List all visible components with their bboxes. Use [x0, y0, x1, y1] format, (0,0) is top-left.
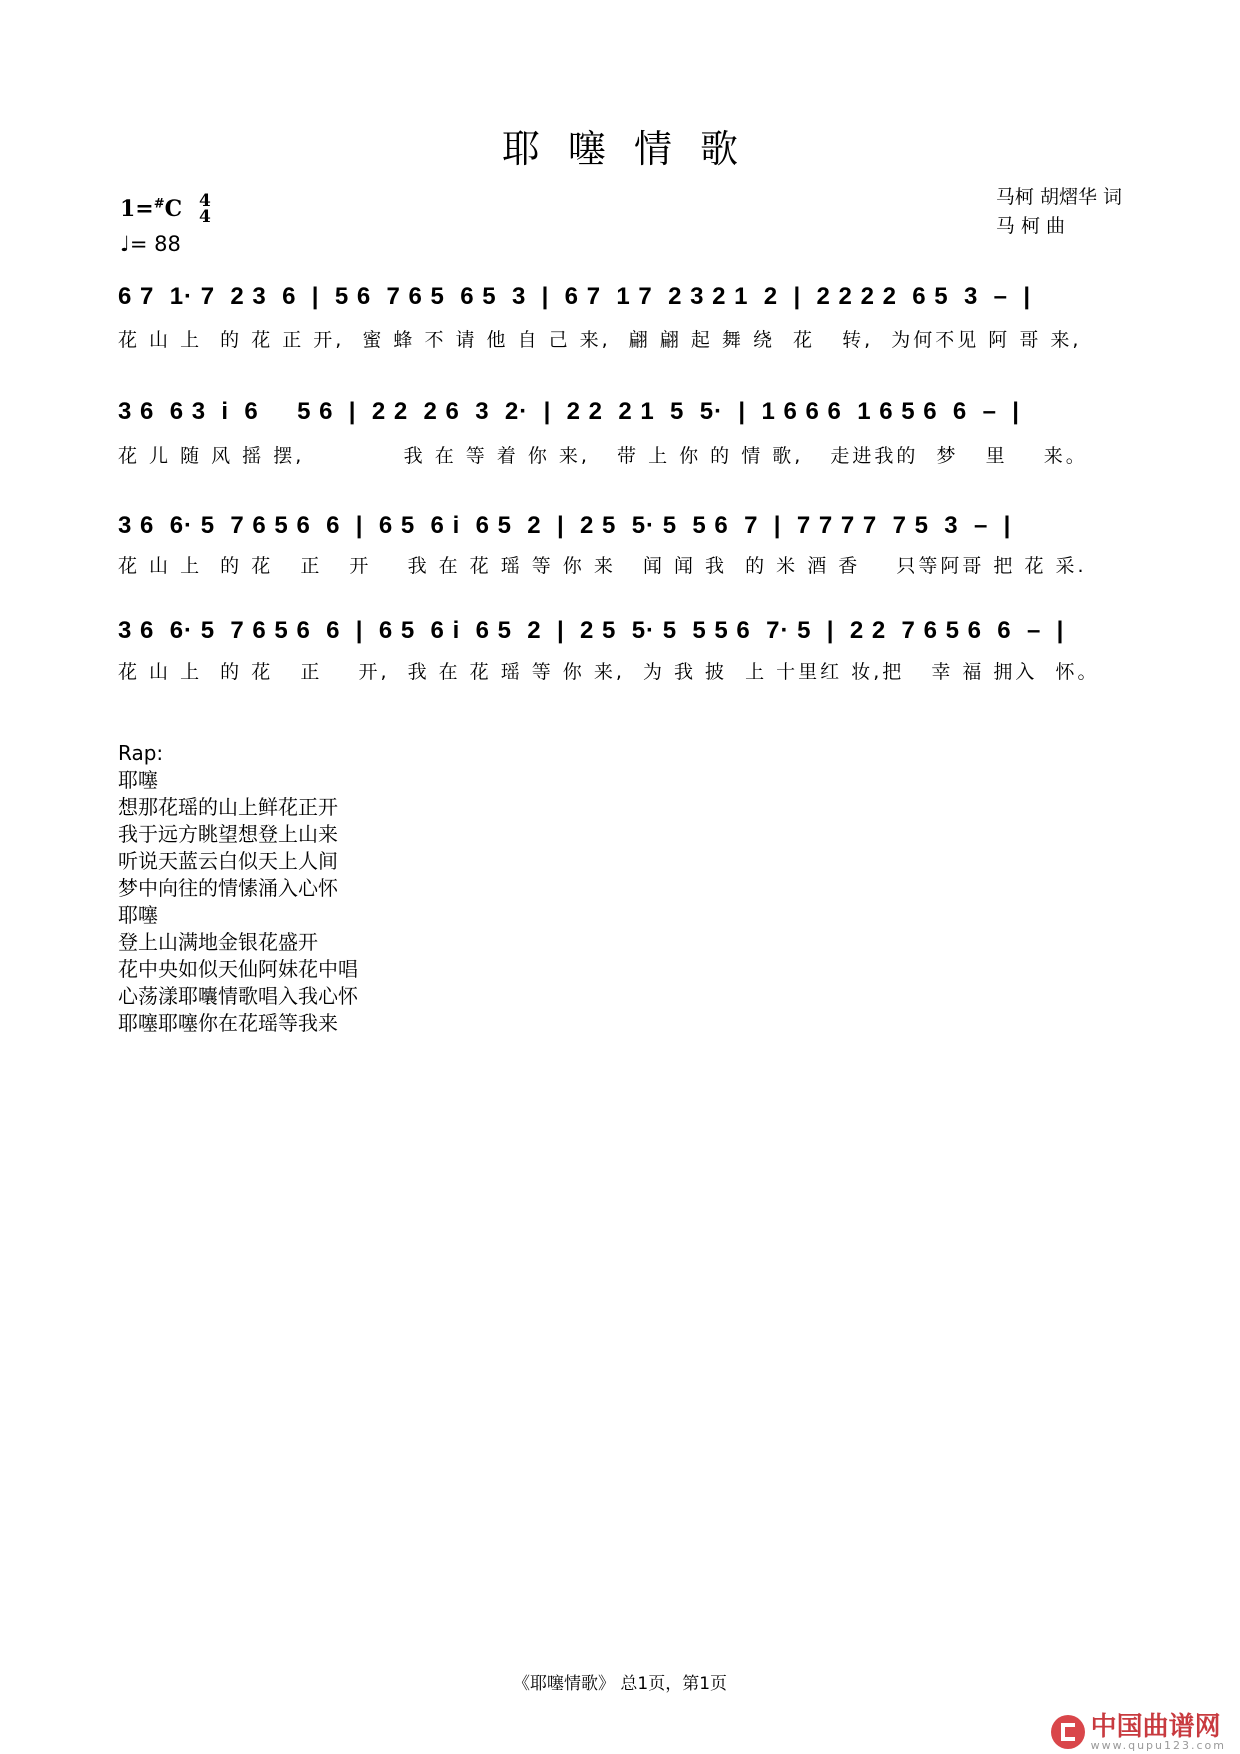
- watermark-name: 中国曲谱网: [1090, 1711, 1221, 1742]
- rap-line: 登上山满地金银花盛开: [118, 930, 318, 954]
- watermark: [1051, 1712, 1226, 1752]
- rap-line: 我于远方眺望想登上山来: [118, 822, 338, 846]
- rap-line: 梦中向往的情愫涌入心怀: [118, 876, 338, 900]
- lyrics-line-1: 花 山 上 的 花 正 开, 蜜 蜂 不 请 他 自 己 来, 翩 翩 起 舞 绕 花 转, 为何不见 阿 哥 来,: [118, 329, 1082, 351]
- key-signature: [120, 196, 182, 222]
- lyricist-credit: 马柯 胡熠华 词: [995, 186, 1122, 208]
- rap-line: 耶噻: [118, 903, 158, 927]
- time-top: 4: [199, 191, 211, 211]
- rap-label: Rap:: [118, 741, 164, 765]
- notation-line-1: 6 7 1· 7 2 3 6 | 5 6 7 6 5 6 5 3 | 6 7 1 7 2 3 2 1 2 | 2 2 2 2 6 5 3 – |: [118, 283, 1032, 310]
- tempo-marking: ♩= 88: [120, 232, 181, 256]
- rap-line: 想那花瑶的山上鲜花正开: [118, 795, 338, 819]
- key-note: C: [164, 196, 183, 222]
- composer-credit: 马 柯 曲: [995, 215, 1065, 237]
- notation-line-2: 3 6 6 3 i 6 5 6 | 2 2 2 6 3 2· | 2 2 2 1 5 5· | 1 6 6 6 1 6 5 6 6 – |: [118, 398, 1020, 425]
- watermark-url: www.qupu123.com: [1090, 1738, 1226, 1752]
- rap-line: 花中央如似天仙阿妹花中唱: [118, 957, 358, 981]
- lyrics-line-4: 花 山 上 的 花 正 开, 我 在 花 瑶 等 你 来, 为 我 披 上 十里红 妆,把 幸 福 拥入 怀。: [118, 661, 1100, 683]
- site-logo-icon: [1051, 1715, 1085, 1749]
- rap-line: 心荡漾耶囔情歌唱入我心怀: [118, 984, 358, 1008]
- rap-line: 听说天蓝云白似天上人间: [118, 849, 338, 873]
- time-bottom: 4: [199, 207, 211, 227]
- page-footer: 《耶噻情歌》 总1页，第1页: [512, 1674, 728, 1694]
- notation-line-3: 3 6 6· 5 7 6 5 6 6 | 6 5 6 i 6 5 2 | 2 5 5· 5 5 6 7 | 7 7 7 7 7 5 3 – |: [118, 512, 1012, 539]
- rap-line: 耶噻: [118, 768, 158, 792]
- key-prefix: 1=: [120, 196, 154, 222]
- notation-line-4: 3 6 6· 5 7 6 5 6 6 | 6 5 6 i 6 5 2 | 2 5 5· 5 5 5 6 7· 5 | 2 2 7 6 5 6 6 – |: [118, 617, 1065, 644]
- lyrics-line-3: 花 山 上 的 花 正 开 我 在 花 瑶 等 你 来 闻 闻 我 的 米 酒 香 只等阿哥 把 花 采.: [118, 555, 1087, 577]
- rap-section: [118, 740, 358, 1037]
- lyrics-line-2: 花 儿 随 风 摇 摆, 我 在 等 着 你 来, 带 上 你 的 情 歌, 走进我的 梦 里 来。: [118, 445, 1088, 467]
- sharp-sign: #: [153, 196, 165, 212]
- credits: [996, 183, 1122, 241]
- time-signature: [199, 193, 211, 225]
- rap-line: 耶噻耶噻你在花瑶等我来: [118, 1011, 338, 1035]
- song-title: 耶噻情歌: [501, 127, 766, 171]
